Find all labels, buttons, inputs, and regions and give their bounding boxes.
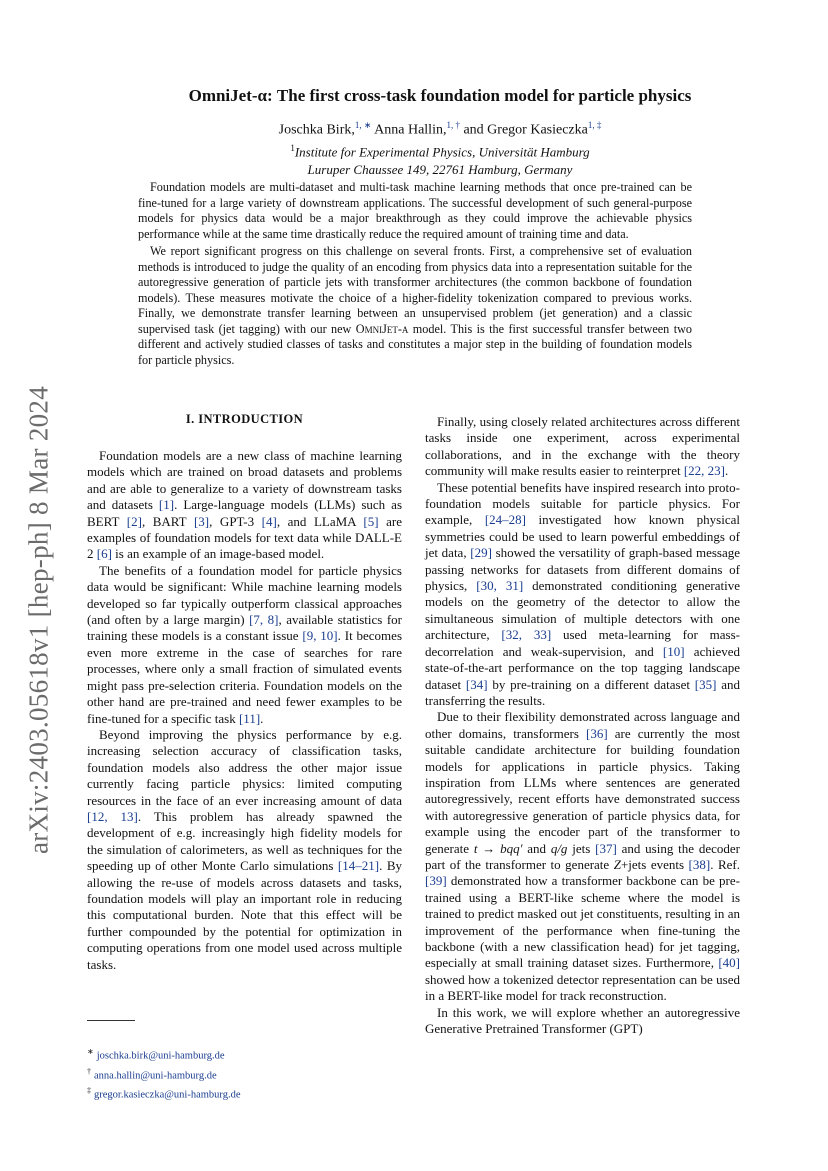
body-text: Z <box>613 856 621 872</box>
body-text: are examples of foundation models for text data while DALL-E 2 <box>87 513 402 562</box>
body-text: and <box>522 840 551 856</box>
author-mark[interactable]: 1, ∗ <box>354 120 372 130</box>
abstract-text: model. This is the first successful transfer between two different and actively studied classes of tasks and constitutes a major step in the building of foundation models for particle physics. <box>138 321 692 367</box>
body-text: q/g <box>550 840 568 856</box>
citation-link[interactable]: [4] <box>261 513 277 529</box>
body-text: used meta-learning for mass-decorrelation and weak-supervision, and <box>425 627 740 659</box>
body-text: , BART <box>141 513 194 529</box>
body-paragraph <box>425 480 740 710</box>
right-column <box>425 414 740 1037</box>
citation-link[interactable]: [29] <box>470 545 492 561</box>
body-text: and using the decoder part of the transformer to generate <box>425 840 740 872</box>
body-text: jets <box>567 840 596 856</box>
body-text: is an example of an image-based model. <box>111 546 325 562</box>
section-heading: I. INTRODUCTION <box>185 412 304 426</box>
body-text: , available statistics for training these models is a constant issue <box>87 612 402 644</box>
citation-link[interactable]: [10] <box>662 643 685 659</box>
paper-title: OmniJet-α: The first cross-task foundation model for particle physics <box>188 86 692 105</box>
body-paragraph <box>87 448 402 563</box>
body-text: In this work, we will explore whether an autoregressive Generative Pretrained Transformer (GPT) <box>425 1004 740 1037</box>
body-text: by pre-training on a different dataset <box>487 676 695 692</box>
body-text: +jets events <box>620 856 689 872</box>
citation-link[interactable]: [32, 33] <box>501 627 552 643</box>
footnote-mark: † <box>87 1066 91 1076</box>
body-text: These potential benefits have inspired research into proto-foundation models suitable for particle physics. For example, <box>425 479 740 528</box>
footnote-item <box>87 1064 241 1084</box>
author-name: Joschka Birk, <box>278 122 355 138</box>
citation-link[interactable]: [39] <box>425 873 447 889</box>
body-text: Foundation models are a new class of machine learning models which are trained on broad datasets and problems and are able to generalize to a variety of downstream tasks and datasets <box>87 448 402 513</box>
body-paragraph <box>425 414 740 480</box>
footnote-mark: ‡ <box>87 1086 91 1095</box>
abstract <box>138 180 692 370</box>
citation-link[interactable]: [5] <box>363 513 379 529</box>
citation-link[interactable]: [1] <box>158 497 175 513</box>
body-text: t → bqq′ <box>473 840 523 856</box>
citation-link[interactable]: [14–21] <box>337 858 380 874</box>
body-text: , and LLaMA <box>276 513 364 529</box>
author-email-link[interactable]: joschka.birk@uni-hamburg.de <box>96 1050 225 1062</box>
citation-link[interactable]: [34] <box>465 676 488 692</box>
footnote-mark: ∗ <box>87 1047 94 1056</box>
citation-link[interactable]: [7, 8] <box>249 612 279 628</box>
body-text: demonstrated conditioning generative models on the geometry of the detector to allow the simultaneous simulation of multiple detectors with one architecture, <box>425 578 741 643</box>
citation-link[interactable]: [24–28] <box>484 512 526 528</box>
body-text: Finally, using closely related architectures across different tasks inside one experiment, across experimental collaborations, and in the exchange with the theory community will make results easier to reinterpret <box>425 414 740 479</box>
affiliation-mark: 1 <box>290 143 295 153</box>
body-text: are currently the most suitable candidate architecture for building foundation models for applications in particle physics. Taking inspiration from LLMs where sentences are generated autoregressively, recent efforts have demonstrated success with autoregressive generation of particle physics data, for example using the encoder part of the transformer to generate <box>425 725 740 856</box>
citation-link[interactable]: [30, 31] <box>476 578 524 594</box>
body-text: . Large-language models (LLMs) such as BERT <box>87 497 403 529</box>
affiliation-line-1: Institute for Experimental Physics, Universität Hamburg <box>294 144 590 160</box>
author-email-link[interactable]: gregor.kasieczka@uni-hamburg.de <box>94 1089 241 1101</box>
left-column <box>87 448 402 973</box>
citation-link[interactable]: [2] <box>126 513 142 529</box>
body-text: The benefits of a foundation model for particle physics data would be significant: While machine learning models developed so far typically outperform classical approaches (and often by a large margin) <box>87 562 402 628</box>
footnote-item <box>87 1044 241 1064</box>
author-name: and Gregor Kasieczka <box>463 122 588 138</box>
citation-link[interactable]: [22, 23] <box>683 463 726 479</box>
body-text: . Ref. <box>710 856 740 872</box>
body-paragraph <box>425 1005 740 1038</box>
body-paragraph <box>87 727 402 973</box>
body-paragraph <box>87 563 402 727</box>
arxiv-identifier-stamp <box>22 360 56 880</box>
citation-link[interactable]: [36] <box>586 725 608 741</box>
body-text: . By allowing the re-use of models across datasets and tasks, foundation models will play an important role in reducing this computational burden. Note that this effect will be further compounded by the potential for optimization in computing operations from one model used across multiple tasks. <box>87 858 402 972</box>
author-mark[interactable]: 1, ‡ <box>587 120 602 130</box>
body-text: achieved state-of-the-art performance on the top tagging landscape dataset <box>425 643 740 692</box>
body-text: . It becomes even more extreme in the case of searches for rare processes, where only a small fraction of simulated events might pass pre-selection criteria. Foundation models on the other hand are pre-trained and need fewer examples to be fine-tuned for a specific task <box>87 628 402 726</box>
footnote-item <box>87 1083 241 1103</box>
body-text: Beyond improving the physics performance by e.g. increasing selection accuracy of classification tasks, foundation models also address the other major issue currently facing particle physics: limited computing resources in the face of an ever increasing amount of data <box>87 726 402 808</box>
body-paragraph <box>425 709 740 1004</box>
body-text: , GPT-3 <box>209 513 262 529</box>
body-text: investigated how known physical symmetries could be used to learn powerful embeddings of jet data, <box>425 512 740 561</box>
author-name: Anna Hallin, <box>374 122 447 138</box>
abstract-paragraph-1: Foundation models are multi-dataset and multi-task machine learning methods that once pre-trained can be fine-tuned for a large variety of downstream applications. The successful development of such general-purpose models for physics data would be a major breakthrough as they could improve the achievable physics performance while at the same time drastically reduce the required amount of training time and data. <box>138 180 692 241</box>
citation-link[interactable]: [40] <box>718 955 740 971</box>
body-text: . This problem has already spawned the development of e.g. increasingly high fidelity models for the simulation of calorimeters, as well as techniques for the speeding up of other Monte Carlo simulations <box>87 808 402 874</box>
author-email-link[interactable]: anna.hallin@uni-hamburg.de <box>94 1070 217 1081</box>
citation-link[interactable]: [6] <box>96 546 112 562</box>
body-text: Due to their flexibility demonstrated across language and other domains, transformers <box>425 709 740 741</box>
citation-link[interactable]: [12, 13] <box>87 808 138 824</box>
footnotes <box>87 1044 241 1103</box>
body-text: showed the versatility of graph-based message passing networks for datasets from different domains of physics, <box>425 545 740 594</box>
model-name: OmniJet-α <box>355 321 409 336</box>
body-text: showed how a tokenized detector representation can be used in a BERT-like model for track reconstruction. <box>425 971 740 1004</box>
citation-link[interactable]: [37] <box>595 840 617 856</box>
affiliation <box>90 139 790 179</box>
author-mark[interactable]: 1, † <box>446 120 460 130</box>
footnote-rule <box>87 1020 135 1021</box>
arxiv-identifier-text: arXiv:2403.05618v1 [hep-ph] 8 Mar 2024 <box>23 385 54 855</box>
citation-link[interactable]: [3] <box>193 513 210 529</box>
affiliation-line-2: Luruper Chaussee 149, 22761 Hamburg, Germany <box>307 162 573 178</box>
citation-link[interactable]: [35] <box>694 676 717 692</box>
author-list <box>90 120 790 139</box>
citation-link[interactable]: [11] <box>238 710 261 726</box>
body-text: . <box>725 463 729 479</box>
body-text: demonstrated how a transformer backbone can be pre-trained using a BERT-like scheme where the model is trained to predict masked out jet constituents, resulting in an improvement of the performance when fine-tuning the backbone (with a new classification head) for jet tagging, especially at small training dataset sizes. Furthermore, <box>425 873 740 971</box>
abstract-text: We report significant progress on this challenge on several fronts. First, a comprehensive set of evaluation methods is introduced to judge the quality of an encoding from physics data into a representation suitable for the autoregressive generation of particle jets with transformer architectures (the common backbone of foundation models). These measures motivate the choice of a higher-fidelity tokenization compared to previous works. Finally, we demonstrate transfer learning between an unsupervised problem (jet generation) and a classic supervised task (jet tagging) with our new <box>138 244 692 336</box>
body-text: . <box>260 710 264 726</box>
abstract-paragraph-2 <box>138 244 692 368</box>
citation-link[interactable]: [38] <box>688 856 711 872</box>
body-text: and transferring the results. <box>425 676 740 708</box>
citation-link[interactable]: [9, 10] <box>302 628 338 644</box>
